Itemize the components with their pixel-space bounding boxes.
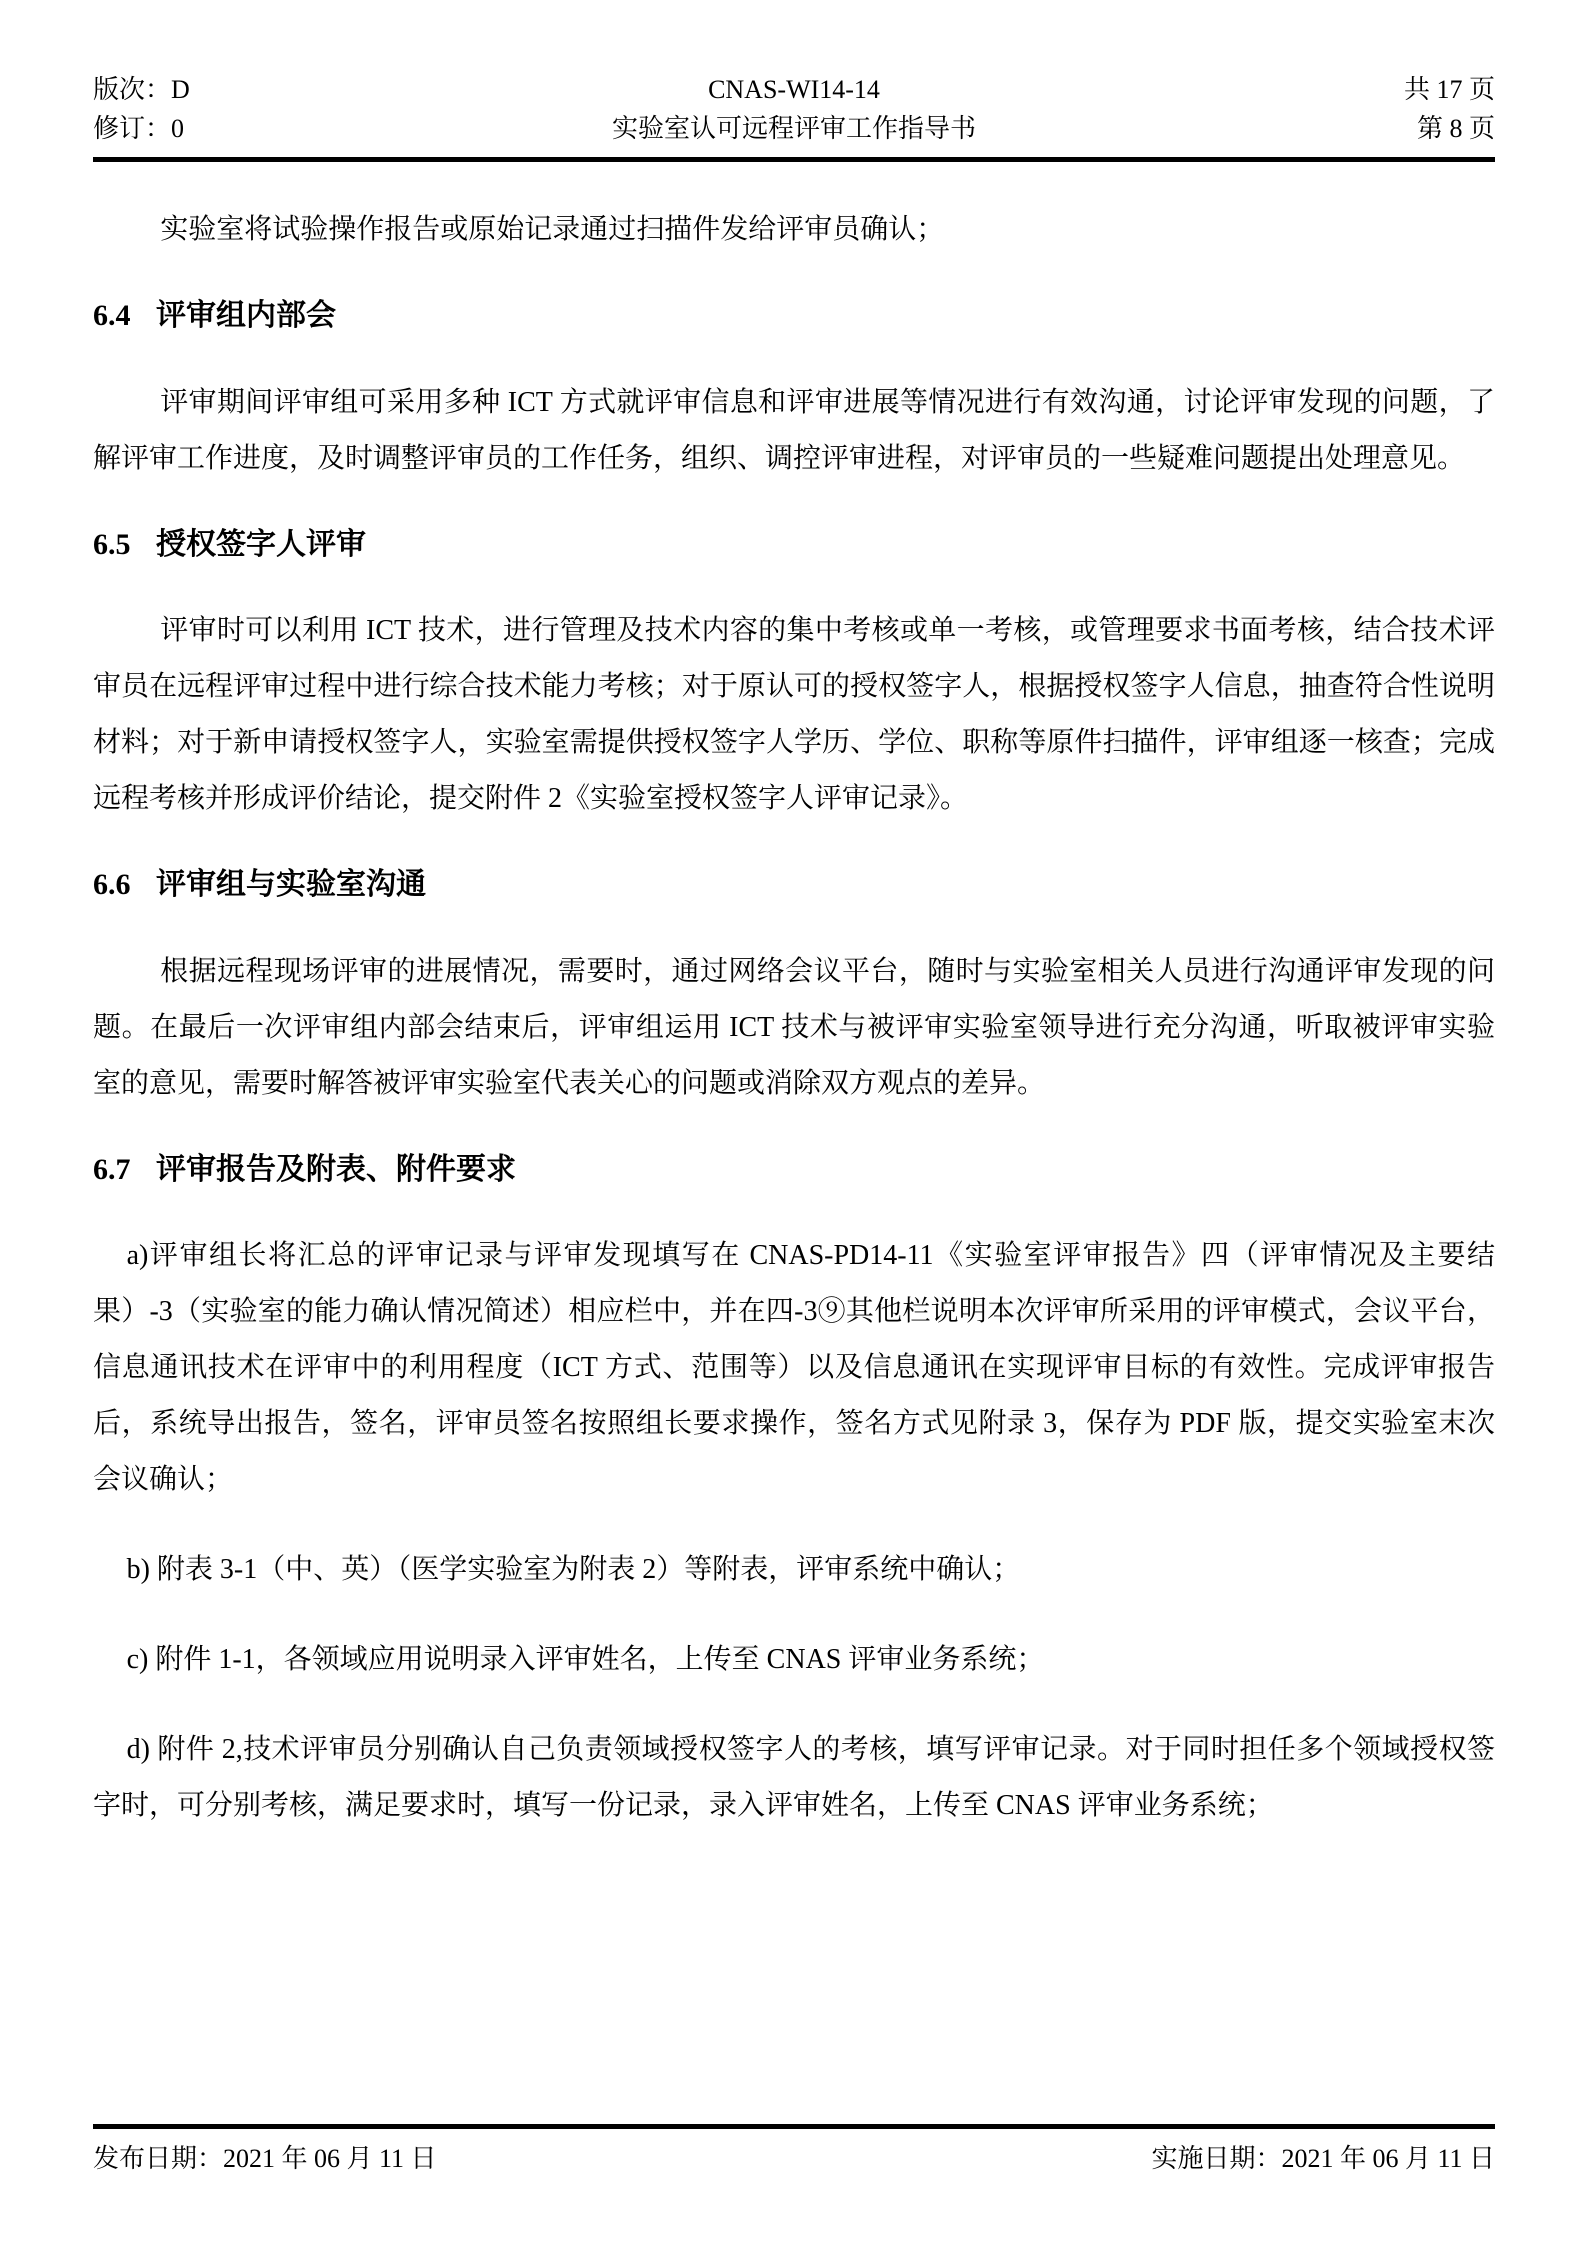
implementation-date: 实施日期：2021 年 06 月 11 日 [1151, 2144, 1495, 2173]
section-6-6-paragraph: 根据远程现场评审的进展情况，需要时，通过网络会议平台，随时与实验室相关人员进行沟通评审发现的问题。在最后一次评审组内部会结束后，评审组运用 ICT 技术与被评审实验室领导进行充分沟通，听取被评审实验室的意见，需要时解答被评审实验室代表关心的问题或消除双方观点的差异。 [93, 955, 1495, 1099]
section-heading-6-4 [93, 296, 1495, 337]
page-footer [93, 2124, 1495, 2175]
section-number: 6.4 [93, 299, 131, 332]
section-title: 评审报告及附表、附件要求 [156, 1152, 516, 1186]
header-right-column [1145, 70, 1496, 148]
section-6-7-item-b: b) 附表 3-1（中、英）（医学实验室为附表 2）等附表，评审系统中确认； [126, 1554, 1021, 1585]
section-number: 6.7 [93, 1152, 131, 1186]
revision-label: 修订：0 [93, 114, 185, 143]
section-title: 评审组与实验室沟通 [156, 868, 426, 901]
section-6-4-paragraph: 评审期间评审组可采用多种 ICT 方式就评审信息和评审进展等情况进行有效沟通，讨论评审发现的问题，了解评审工作进度，及时调整评审员的工作任务，组织、调控评审进程，对评审员的一些疑难问题提出处理意见。 [93, 386, 1495, 474]
section-heading-6-5 [93, 525, 1495, 566]
doc-title: 实验室认可远程评审工作指导书 [611, 114, 976, 143]
document-body [93, 162, 1495, 1834]
section-heading-6-7 [93, 1150, 1495, 1191]
header-center-column [444, 70, 1145, 148]
section-title: 授权签字人评审 [156, 527, 366, 561]
total-pages: 共 17 页 [1403, 75, 1495, 104]
section-6-7-item-a: a)评审组长将汇总的评审记录与评审发现填写在 CNAS-PD14-11《实验室评审报告》四（评审情况及主要结果）-3（实验室的能力确认情况简述）相应栏中，并在四-3⑨其他栏说明本次评审所采用的评审模式，会议平台，信息通讯技术在评审中的利用程度（ICT 方式、范围等）以及信息通讯在实现评审目标的有效性。完成评审报告后，系统导出报告，签名，评审员签名按照组长要求操作，签名方式见附录 3，保存为 PDF 版，提交实验室末次会议确认； [93, 1240, 1495, 1495]
section-6-7-item-d: d) 附件 2,技术评审员分别确认自己负责领域授权签字人的考核，填写评审记录。对于同时担任多个领域授权签字时，可分别考核，满足要求时，填写一份记录，录入评审姓名，上传至 CNAS 评审业务系统； [93, 1734, 1495, 1821]
version-label: 版次：D [93, 75, 190, 104]
section-number: 6.5 [93, 527, 131, 561]
page-header [93, 0, 1495, 148]
section-6-7-item-c: c) 附件 1-1，各领域应用说明录入评审姓名，上传至 CNAS 评审业务系统； [126, 1644, 1045, 1675]
section-heading-6-6 [93, 865, 1495, 906]
section-number: 6.6 [93, 868, 131, 901]
section-title: 评审组内部会 [156, 299, 336, 332]
page-number: 第 8 页 [1416, 114, 1495, 143]
doc-number: CNAS-WI14-14 [708, 75, 880, 104]
section-6-5-paragraph: 评审时可以利用 ICT 技术，进行管理及技术内容的集中考核或单一考核，或管理要求书面考核，结合技术评审员在远程评审过程中进行综合技术能力考核；对于原认可的授权签字人，根据授权签字人信息，抽查符合性说明材料；对于新申请授权签字人，实验室需提供授权签字人学历、学位、职称等原件扫描件，评审组逐一核查；完成远程考核并形成评价结论，提交附件 2《实验室授权签字人评审记录》。 [93, 615, 1495, 814]
header-left-column [93, 70, 444, 148]
intro-paragraph: 实验室将试验操作报告或原始记录通过扫描件发给评审员确认； [160, 214, 945, 245]
release-date: 发布日期：2021 年 06 月 11 日 [93, 2144, 437, 2173]
